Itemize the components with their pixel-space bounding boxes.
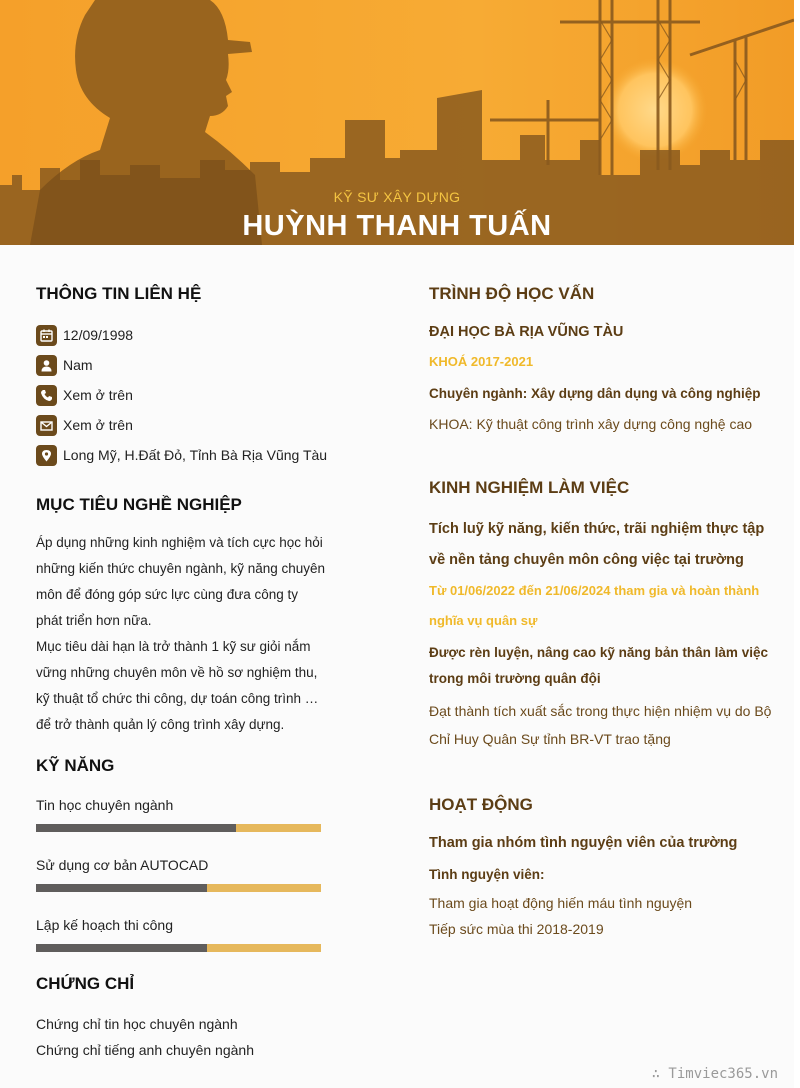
activity-description-line: Tham gia hoạt động hiến máu tình nguyện: [429, 895, 693, 911]
logo-text: Timviec365.vn: [668, 1066, 778, 1082]
experience-role: [429, 640, 774, 692]
experience-role-line: Được rèn luyện, nâng cao kỹ năng bản thân làm việc: [429, 645, 768, 660]
skill-bar: [36, 944, 321, 952]
objective-section-title: MỤC TIÊU NGHỀ NGHIỆP: [36, 495, 242, 514]
contact-birthdate: [36, 320, 336, 350]
contact-birthdate-text: 12/09/1998: [63, 327, 134, 343]
activity-description: [429, 890, 774, 942]
experience-description-line: Đạt thành tích xuất sắc trong thực hiện nhiệm vụ do Bộ: [429, 703, 772, 719]
skill-label: Sử dụng cơ bản AUTOCAD: [36, 857, 209, 873]
experience-period-line: Từ 01/06/2022 đến 21/06/2024 tham gia và hoàn thành: [429, 583, 760, 598]
experience-heading-line: Tích luỹ kỹ năng, kiến thức, trãi nghiệm thực tập: [429, 521, 765, 537]
education-section-title: TRÌNH ĐỘ HỌC VẤN: [429, 284, 595, 303]
phone-icon: [36, 385, 57, 406]
job-title: KỸ SƯ XÂY DỰNG: [333, 189, 461, 205]
experience-heading: [429, 514, 774, 576]
skills-section-title: KỸ NĂNG: [36, 756, 115, 775]
certificate-item: Chứng chỉ tin học chuyên ngành: [36, 1016, 238, 1032]
skill-item: [36, 854, 336, 892]
skill-item: [36, 794, 336, 832]
skill-bar-fill: [36, 884, 207, 892]
experience-section-title: KINH NGHIỆM LÀM VIỆC: [429, 478, 630, 497]
contact-gender: [36, 350, 336, 380]
skill-bar: [36, 884, 321, 892]
activity-description-line: Tiếp sức mùa thi 2018-2019: [429, 921, 604, 937]
certificates-list: [36, 1011, 336, 1063]
construction-skyline-illustration: [0, 0, 794, 245]
location-icon: [36, 445, 57, 466]
skill-bar-fill: [36, 824, 236, 832]
calendar-icon: [36, 325, 57, 346]
objective-text: [36, 530, 336, 738]
skill-bar-fill: [36, 944, 207, 952]
skill-label: Tin học chuyên ngành: [36, 797, 174, 813]
objective-line: Áp dụng những kinh nghiệm và tích cực học hỏi: [36, 535, 323, 550]
skill-label: Lập kế hoạch thi công: [36, 917, 173, 933]
education-faculty: KHOA: Kỹ thuật công trình xây dựng công nghệ cao: [429, 416, 753, 432]
candidate-name: HUỲNH THANH TUẤN: [242, 210, 552, 242]
experience-description: [429, 697, 774, 753]
objective-line: môn để đóng góp sức lực cùng đưa công ty: [36, 587, 299, 602]
skill-bar: [36, 824, 321, 832]
skills-list: [36, 794, 336, 952]
skill-item: [36, 914, 336, 952]
education-period: KHOÁ 2017-2021: [429, 354, 534, 369]
objective-line: phát triển hơn nữa.: [36, 613, 152, 628]
objective-line: những kiến thức chuyên ngành, kỹ năng chuyên: [36, 561, 326, 576]
contact-address-text: Long Mỹ, H.Đất Đỏ, Tỉnh Bà Rịa Vũng Tàu: [63, 447, 328, 463]
sun-shape: [603, 58, 707, 162]
contact-list: [36, 320, 336, 470]
education-major: Chuyên ngành: Xây dựng dân dụng và công nghiệp: [429, 386, 761, 401]
contact-phone-text: Xem ở trên: [63, 387, 133, 403]
right-column: [429, 284, 774, 942]
objective-line: vững những chuyên môn về hồ sơ nghiệm thu,: [36, 665, 318, 680]
contact-email-text: Xem ở trên: [63, 417, 133, 433]
certificate-item: Chứng chỉ tiếng anh chuyên ngành: [36, 1042, 254, 1058]
experience-heading-line: về nền tảng chuyên môn công việc tại trường: [429, 552, 744, 568]
contact-section-title: THÔNG TIN LIÊN HỆ: [36, 284, 202, 303]
objective-line: để trở thành quản lý công trình xây dựng.: [36, 717, 285, 732]
education-school: ĐẠI HỌC BÀ RỊA VŨNG TÀU: [429, 324, 624, 340]
page-edge: [794, 0, 800, 1088]
contact-phone: [36, 380, 336, 410]
activity-heading: Tham gia nhóm tình nguyện viên của trường: [429, 835, 738, 851]
header-banner: [0, 0, 794, 245]
experience-description-line: Chỉ Huy Quân Sự tỉnh BR-VT trao tặng: [429, 731, 671, 747]
certificates-section-title: CHỨNG CHỈ: [36, 974, 135, 993]
left-column: [36, 284, 336, 1063]
activities-section-title: HOẠT ĐỘNG: [429, 795, 533, 814]
contact-address: [36, 440, 336, 470]
experience-period: [429, 576, 774, 636]
footer-logo: [652, 1066, 778, 1082]
person-icon: [36, 355, 57, 376]
contact-email: [36, 410, 336, 440]
experience-role-line: trong môi trường quân đội: [429, 671, 601, 686]
contact-gender-text: Nam: [63, 357, 93, 373]
objective-line: kỹ thuật tổ chức thi công, dự toán công trình …: [36, 691, 319, 706]
logo-dots-icon: ∴: [651, 1066, 669, 1082]
experience-period-line: nghĩa vụ quân sự: [429, 613, 538, 628]
activity-role: Tình nguyện viên:: [429, 867, 545, 882]
email-icon: [36, 415, 57, 436]
objective-line: Mục tiêu dài hạn là trở thành 1 kỹ sư giỏi nắm: [36, 639, 311, 654]
